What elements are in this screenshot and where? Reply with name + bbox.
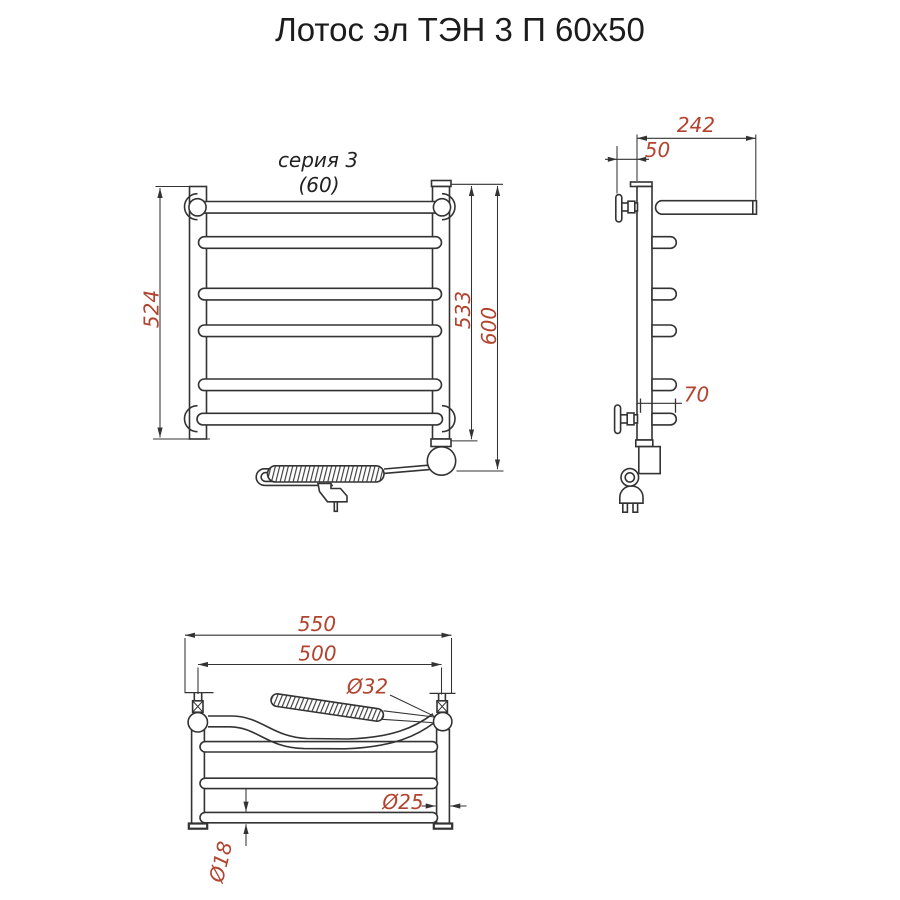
left-post	[190, 187, 207, 440]
dim-shelf-depth-label: 242	[676, 113, 716, 137]
size-label: (60)	[298, 173, 340, 197]
dimension-arrow	[608, 157, 617, 162]
dia-heater-label: Ø32	[346, 674, 389, 699]
heater-box	[639, 447, 660, 474]
dim-wall-gap-label: 50	[644, 138, 671, 162]
shelf-bar	[656, 201, 757, 215]
cord-line	[384, 465, 429, 469]
element-lead-line	[384, 711, 435, 717]
wave-rung-edge	[208, 714, 433, 739]
cord-line	[384, 470, 430, 474]
rung-stub	[652, 379, 676, 391]
rung-bar	[199, 379, 442, 391]
plug-pin	[334, 502, 337, 512]
heater-collar	[431, 439, 451, 447]
rung-stub	[652, 325, 676, 337]
collector-ball	[434, 712, 452, 730]
rung-stub	[652, 288, 676, 300]
wall-bracket-flange	[616, 195, 622, 222]
right-post-cap	[432, 181, 452, 187]
page-title: Лотос эл ТЭН 3 П 60х50	[275, 11, 645, 48]
side-view	[605, 113, 757, 512]
dim-mount-width-label: 500	[298, 641, 337, 666]
power-cord-coil-hatch	[268, 466, 385, 482]
rung-boss	[433, 199, 450, 216]
rung-bar	[200, 812, 438, 822]
post-end-cap	[189, 824, 207, 829]
dim-overall-width-label: 550	[297, 612, 337, 636]
wall-bracket-flange	[615, 405, 621, 433]
heater-collar	[636, 440, 653, 447]
rung-bar	[199, 288, 442, 300]
dim-overall-height-label: 600	[477, 306, 501, 346]
dim-bottom-rung-depth-label: 70	[683, 382, 710, 407]
rung-bar	[200, 778, 438, 788]
plug-pin	[623, 503, 628, 512]
rung-bar	[199, 325, 442, 337]
front-view	[140, 148, 504, 511]
wall-bracket-collar	[627, 413, 634, 425]
power-plug	[620, 486, 643, 503]
cord-ring-inner	[625, 473, 634, 482]
series-label: серия 3	[277, 148, 359, 172]
rung-bar	[197, 413, 443, 425]
rung-bar	[197, 202, 443, 214]
dia-post-label: Ø25	[382, 789, 424, 814]
right-post	[433, 187, 450, 440]
rung-boss	[189, 199, 206, 216]
dia-rung-label: Ø18	[204, 838, 238, 885]
heater-ball	[427, 447, 455, 475]
rung-stub	[652, 237, 676, 249]
plug-pin	[633, 503, 638, 512]
rung-bar	[199, 237, 442, 249]
wall-bracket-collar	[628, 201, 635, 213]
right-post-bottom	[437, 730, 450, 824]
post-end-cap	[434, 824, 452, 829]
dim-frame-height-label: 533	[451, 290, 476, 330]
post-profile	[637, 187, 652, 441]
collector-ball	[188, 713, 207, 732]
bottom-view	[185, 612, 467, 886]
rung-stub	[652, 413, 676, 425]
rung-bar	[200, 742, 438, 752]
power-plug	[318, 484, 347, 502]
dim-rail-height-label: 524	[139, 289, 164, 329]
